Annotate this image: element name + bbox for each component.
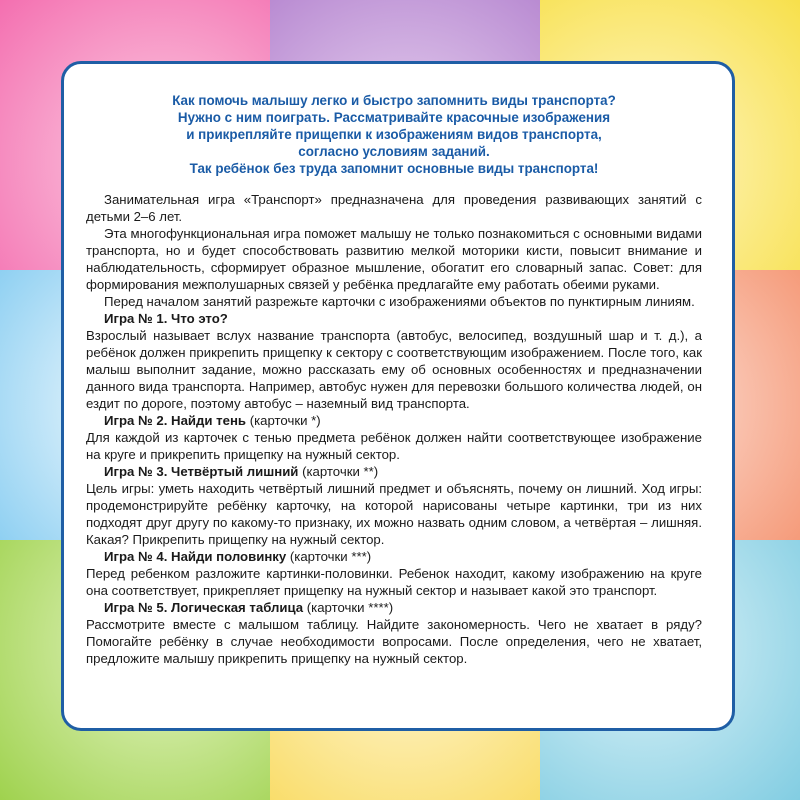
paragraph-intro: Занимательная игра «Транспорт» предназначена для проведения развивающих занятий с детьми 2–6 лет. [86, 192, 702, 224]
game-title: Игра № 4. Найди половинку [104, 549, 287, 564]
game-title: Игра № 5. Логическая таблица [104, 600, 304, 615]
game-5-heading [104, 599, 702, 616]
game-note: (карточки ****) [303, 600, 394, 615]
intro-line: Нужно с ним поиграть. Рассматривайте красочные изображения [177, 110, 611, 125]
intro-line: согласно условиям заданий. [298, 144, 490, 159]
intro-line: и прикрепляйте прищепки к изображениям видов транспорта, [186, 127, 602, 142]
game-3-text: Цель игры: уметь находить четвёртый лишний предмет и объяснять, почему он лишний. Ход игры: продемонстрируйте ребёнку карточку, на которой нарисованы четыре картинки, три из них подходят друг другу по какому-то признаку, их можно назвать одним словом, а четвёртая – лишняя. Какая? Прикрепить прищепку на нужный сектор. [86, 481, 702, 547]
paragraph-preparation: Перед началом занятий разрежьте карточки с изображениями объектов по пунктирным линиям. [104, 294, 695, 309]
paragraph-description: Эта многофункциональная игра поможет малышу не только познакомиться с основными видами транспорта, но и будет способствовать развитию мелкой моторики кисти, повысит внимание и наблюдательность, сформирует образное мышление, обогатит его словарный запас. Совет: для формирования межполушарных связей у ребёнка предлагайте ему работать обеими руками. [86, 226, 702, 292]
intro-line: Так ребёнок без труда запомнит основные виды транспорта! [189, 161, 599, 176]
intro-heading [86, 92, 702, 177]
instructions-body [86, 191, 702, 667]
game-2-text: Для каждой из карточек с тенью предмета ребёнок должен найти соответствующее изображение на круге и прикрепить прищепку на нужный сектор. [86, 430, 702, 462]
game-note: (карточки ***) [286, 549, 372, 564]
game-1-text: Взрослый называет вслух название транспорта (автобус, велосипед, воздушный шар и т. д.), а ребёнок должен прикрепить прищепку к сектору с соответствующим изображением. После того, как малыш выполнит задание, можно рассказать ему об основных особенностях и предназначении данного вида транспорта. Например, автобус нужен для перевозки большого количества людей, он ездит по дороге, поэтому автобус – наземный вид транспорта. [86, 328, 702, 411]
game-title: Игра № 3. Четвёртый лишний [104, 464, 299, 479]
instruction-panel [61, 61, 735, 731]
game-2-heading [104, 412, 702, 429]
intro-line: Как помочь малышу легко и быстро запомнить виды транспорта? [172, 93, 616, 108]
game-3-heading [104, 463, 702, 480]
game-1-heading [104, 310, 702, 327]
game-title: Игра № 2. Найди тень [104, 413, 247, 428]
game-4-text: Перед ребенком разложите картинки-половинки. Ребенок находит, какому изображению на круге она соответствует, прикрепляет прищепку на нужный сектор и называет какой это транспорт. [86, 566, 702, 598]
game-4-heading [104, 548, 702, 565]
game-note: (карточки **) [298, 464, 379, 479]
game-5-text: Рассмотрите вместе с малышом таблицу. Найдите закономерность. Чего не хватает в ряду? Помогайте ребёнку в случае необходимости вопросами. После определения, чего не хватает, предложите малышу прикрепить прищепку на нужный сектор. [86, 617, 702, 666]
game-title: Игра № 1. Что это? [104, 311, 228, 326]
game-note: (карточки *) [246, 413, 321, 428]
